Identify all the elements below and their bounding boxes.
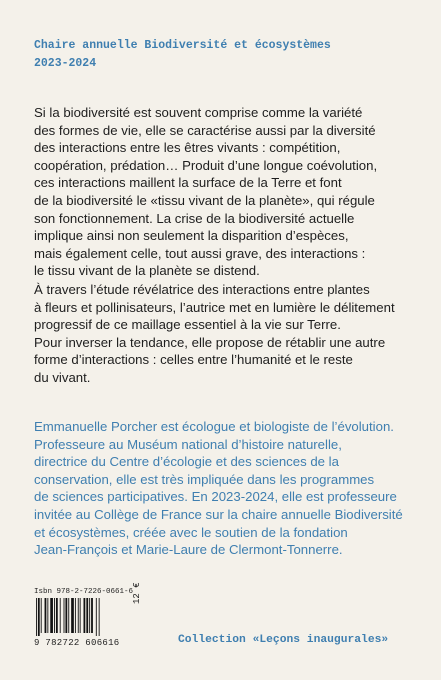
text-line: ces interactions maillent la surface de la Terre et font [34,175,342,191]
text-line: son fonctionnement. La crise de la biodiversité actuelle [34,210,355,226]
bio-line: de sciences participatives. En 2023-2024, elle est professeure [34,489,397,505]
text-line: à fleurs et pollinisateurs, l’autrice met en lumière le délitement [34,299,395,315]
price-label: 12 € [132,582,142,604]
text-line: de la biodiversité le «tissu vivant de la planète», qui régule [34,192,375,208]
text-line: coopération, prédation… Produit d’une longue coévolution, [34,157,378,173]
bio-line: et écosystèmes, créée avec le soutien de la fondation [34,524,348,540]
author-bio [34,418,424,559]
bio-line: Emmanuelle Porcher est écologue et biologiste de l’évolution. [34,419,394,434]
text-line: des interactions entre les êtres vivants : compétition, [34,140,341,156]
collection-name: Collection «Leçons inaugurales» [178,634,389,646]
text-line: implique ainsi non seulement la disparition d’espèces, [34,228,349,244]
series-heading [34,37,331,73]
blurb-paragraph-1 [34,104,419,280]
bio-line: invitée au Collège de France sur la chaire annuelle Biodiversité [34,506,403,522]
series-year: 2023-2024 [34,57,97,70]
bio-line: directrice du Centre d’écologie et des sciences de la [34,454,339,470]
bio-line: conservation, elle est très impliquée dans les programmes [34,471,375,487]
isbn-label: Isbn 978-2-7226-0661-6 [34,588,134,596]
bio-line: Jean-François et Marie-Laure de Clermont-Tonnerre. [34,542,343,558]
text-line: Si la biodiversité est souvent comprise comme la variété [34,105,363,120]
text-line: progressif de ce maillage essentiel à la vie sur Terre. [34,317,341,333]
blurb-paragraph-2 [34,281,419,387]
series-title: Chaire annuelle Biodiversité et écosystèmes [34,39,331,52]
barcode-digits: 9 782722 606616 [34,638,120,648]
bio-line: Professeure au Muséum national d’histoire naturelle, [34,436,342,452]
text-line: le tissu vivant de la planète se distend. [34,263,260,279]
text-line: mais également celle, tout aussi grave, des interactions : [34,245,366,261]
text-line: des formes de vie, elle se caractérise aussi par la diversité [34,122,376,138]
text-line: À travers l’étude révélatrice des interactions entre plantes [34,282,370,297]
text-line: du vivant. [34,369,91,385]
text-line: Pour inverser la tendance, elle propose de rétablir une autre [34,334,386,350]
barcode-icon [34,598,130,636]
text-line: forme d’interactions : celles entre l’humanité et le reste [34,352,353,368]
